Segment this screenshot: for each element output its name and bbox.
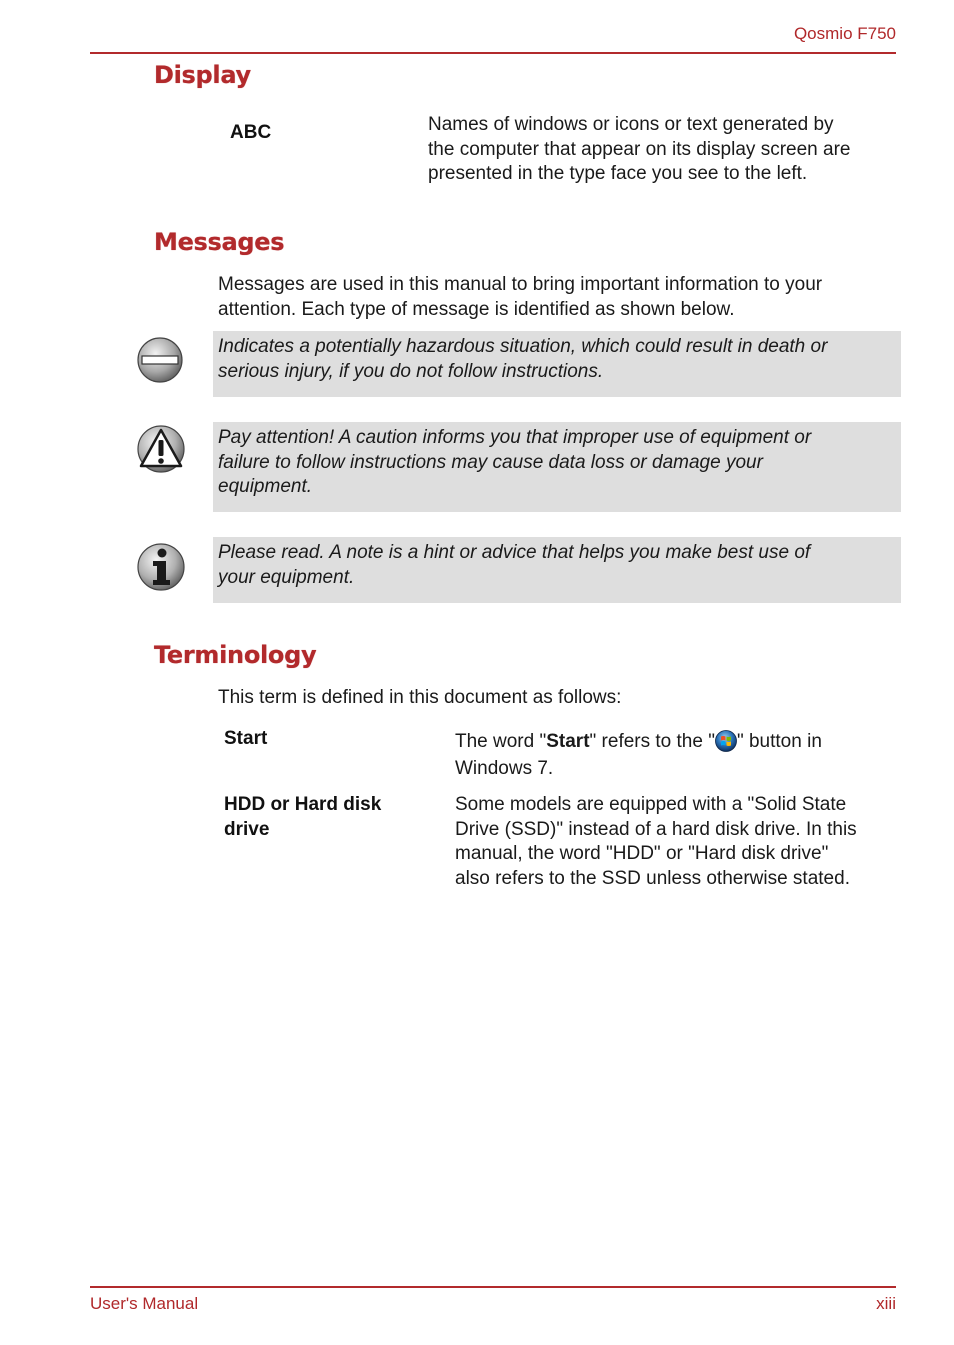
messages-intro: [218, 273, 822, 322]
term-hdd: [224, 793, 381, 842]
term-start-definition-line: [455, 728, 822, 755]
footer-manual-title: User's Manual: [90, 1294, 199, 1313]
definition-bold-start: Start: [546, 731, 590, 752]
note-message-text: [218, 541, 887, 590]
definition-text: " refers to the ": [589, 731, 715, 752]
messages-heading: Messages: [154, 228, 285, 256]
note-message-box: [213, 537, 901, 603]
display-description-line: Names of windows or icons or text generated by: [428, 114, 834, 135]
caution-icon: [136, 424, 186, 474]
display-description-line: the computer that appear on its display screen are: [428, 138, 851, 160]
definition-text: " button in: [736, 731, 822, 752]
note-message-line: Please read. A note is a hint or advice that helps you make best use of: [218, 542, 811, 563]
warning-message-text: [218, 335, 887, 384]
display-heading: Display: [154, 61, 251, 89]
caution-message-text: [218, 426, 887, 500]
windows-start-icon: [715, 730, 737, 752]
note-message-line: your equipment.: [218, 566, 355, 588]
term-start: Start: [224, 728, 268, 749]
footer-page-number: xiii: [876, 1294, 896, 1313]
term-start-definition-line: Windows 7.: [455, 758, 554, 779]
term-start-definition: [455, 728, 822, 782]
term-hdd-line: HDD or Hard disk: [224, 794, 382, 815]
warning-message-box: [213, 331, 901, 397]
messages-intro-line: attention. Each type of message is identified as shown below.: [218, 298, 735, 320]
caution-message-line: failure to follow instructions may cause data loss or damage your: [218, 451, 763, 473]
warning-message-line: Indicates a potentially hazardous situation, which could result in death or: [218, 336, 828, 357]
term-hdd-definition-line: Drive (SSD)" instead of a hard disk drive. In this: [455, 818, 857, 840]
caution-message-box: [213, 422, 901, 512]
term-hdd-line: drive: [224, 818, 270, 840]
running-header-title: Qosmio F750: [793, 24, 896, 43]
display-description: [428, 113, 850, 187]
term-hdd-definition-line: Some models are equipped with a "Solid State: [455, 794, 847, 815]
stop-icon: [136, 336, 184, 384]
term-hdd-definition: [455, 793, 857, 891]
term-hdd-definition-line: manual, the word "HDD" or "Hard disk drive": [455, 843, 829, 864]
term-hdd-definition-line: also refers to the SSD unless otherwise stated.: [455, 867, 850, 889]
caution-message-line: Pay attention! A caution informs you that improper use of equipment or: [218, 427, 812, 448]
warning-message-line: serious injury, if you do not follow instructions.: [218, 360, 604, 382]
display-term-abc: ABC: [230, 122, 272, 143]
definition-text: The word ": [455, 731, 547, 752]
terminology-intro: This term is defined in this document as follows:: [218, 687, 622, 708]
header-rule: [90, 52, 896, 54]
footer-rule: [90, 1286, 896, 1288]
terminology-heading: Terminology: [154, 641, 317, 669]
info-icon: [136, 542, 186, 592]
caution-message-line: equipment.: [218, 476, 313, 497]
display-description-line: presented in the type face you see to the left.: [428, 163, 808, 184]
messages-intro-line: Messages are used in this manual to bring important information to your: [218, 274, 823, 295]
